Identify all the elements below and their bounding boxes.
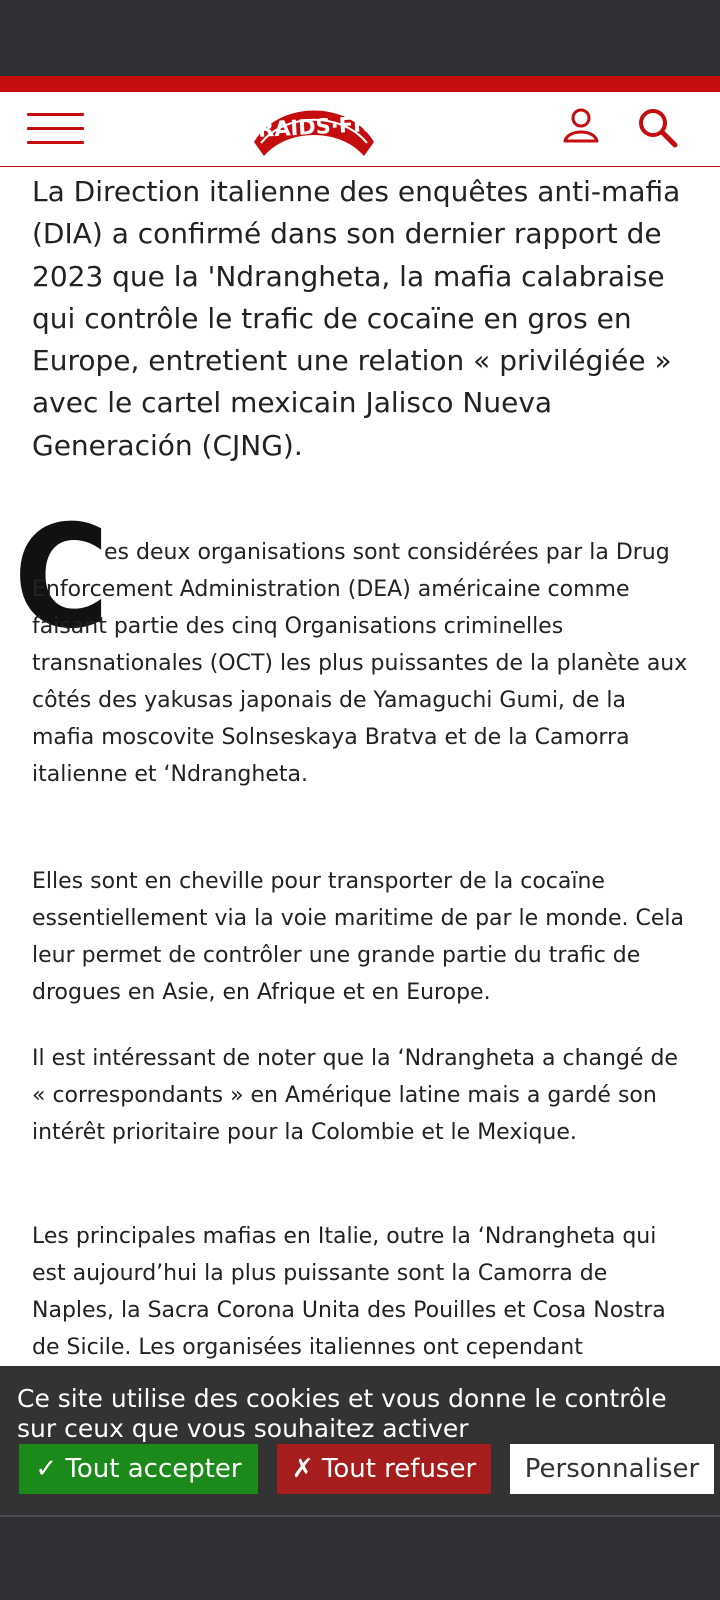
customize-button[interactable]: Personnaliser (510, 1444, 714, 1494)
article-lead: La Direction italienne des enquêtes anti-mafia (DIA) a confirmé dans son dernier rapport de 2023 que la 'Ndrangheta, la mafia calabraise qui contrôle le trafic de cocaïne en gros en Europe, entretient une relation « privilégiée » avec le cartel mexicain Jalisco Nueva Generación (CJNG). (32, 175, 681, 462)
banner-divider (0, 1515, 720, 1517)
article-paragraph: Les principales mafias en Italie, outre la ‘Ndrangheta qui est aujourd’hui la plus puissante sont la Camorra de Naples, la Sacra Corona Unita des Pouilles et Cosa Nostra de Sicile. Les organisées italiennes ont cependant (32, 1224, 666, 1360)
logo-text: RAIDS·FR (257, 112, 370, 142)
article-paragraph: Elles sont en cheville pour transporter de la cocaïne essentiellement via la voie maritime de par le monde. Cela leur permet de contrôler une grande partie du trafic de drogues en Asie, en Afrique et en Europe. (32, 869, 685, 1005)
hamburger-menu-icon[interactable] (27, 110, 85, 146)
site-header (0, 92, 720, 167)
article-paragraph: Il est intéressant de noter que la ‘Ndrangheta a changé de « correspondants » en Amérique latine mais a gardé son intérêt prioritaire pour la Colombie et le Mexique. (32, 1046, 678, 1145)
site-logo[interactable] (244, 100, 384, 160)
refuse-all-button[interactable]: ✗ Tout refuser (277, 1444, 491, 1494)
user-icon[interactable] (560, 106, 602, 148)
status-bar (0, 0, 720, 76)
cookie-banner (0, 1366, 720, 1516)
svg-text:C: C (13, 494, 110, 661)
search-icon[interactable] (636, 106, 678, 148)
article-body (0, 167, 720, 1367)
cookie-message: Ce site utilise des cookies et vous donne le contrôle sur ceux que vous souhaitez activer (17, 1384, 667, 1443)
brand-strip (0, 76, 720, 92)
article-paragraph: es deux organisations sont considérées par la Drug Enforcement Administration (DEA) américaine comme faisant partie des cinq Organisations criminelles transnationales (OCT) les plus puissantes de la planète aux côtés des yakusas japonais de Yamaguchi Gumi, de la mafia moscovite Solnseskaya Bratva et de la Camorra italienne et ‘Ndrangheta. (32, 540, 688, 787)
accept-all-button[interactable]: ✓ Tout accepter (19, 1444, 258, 1494)
